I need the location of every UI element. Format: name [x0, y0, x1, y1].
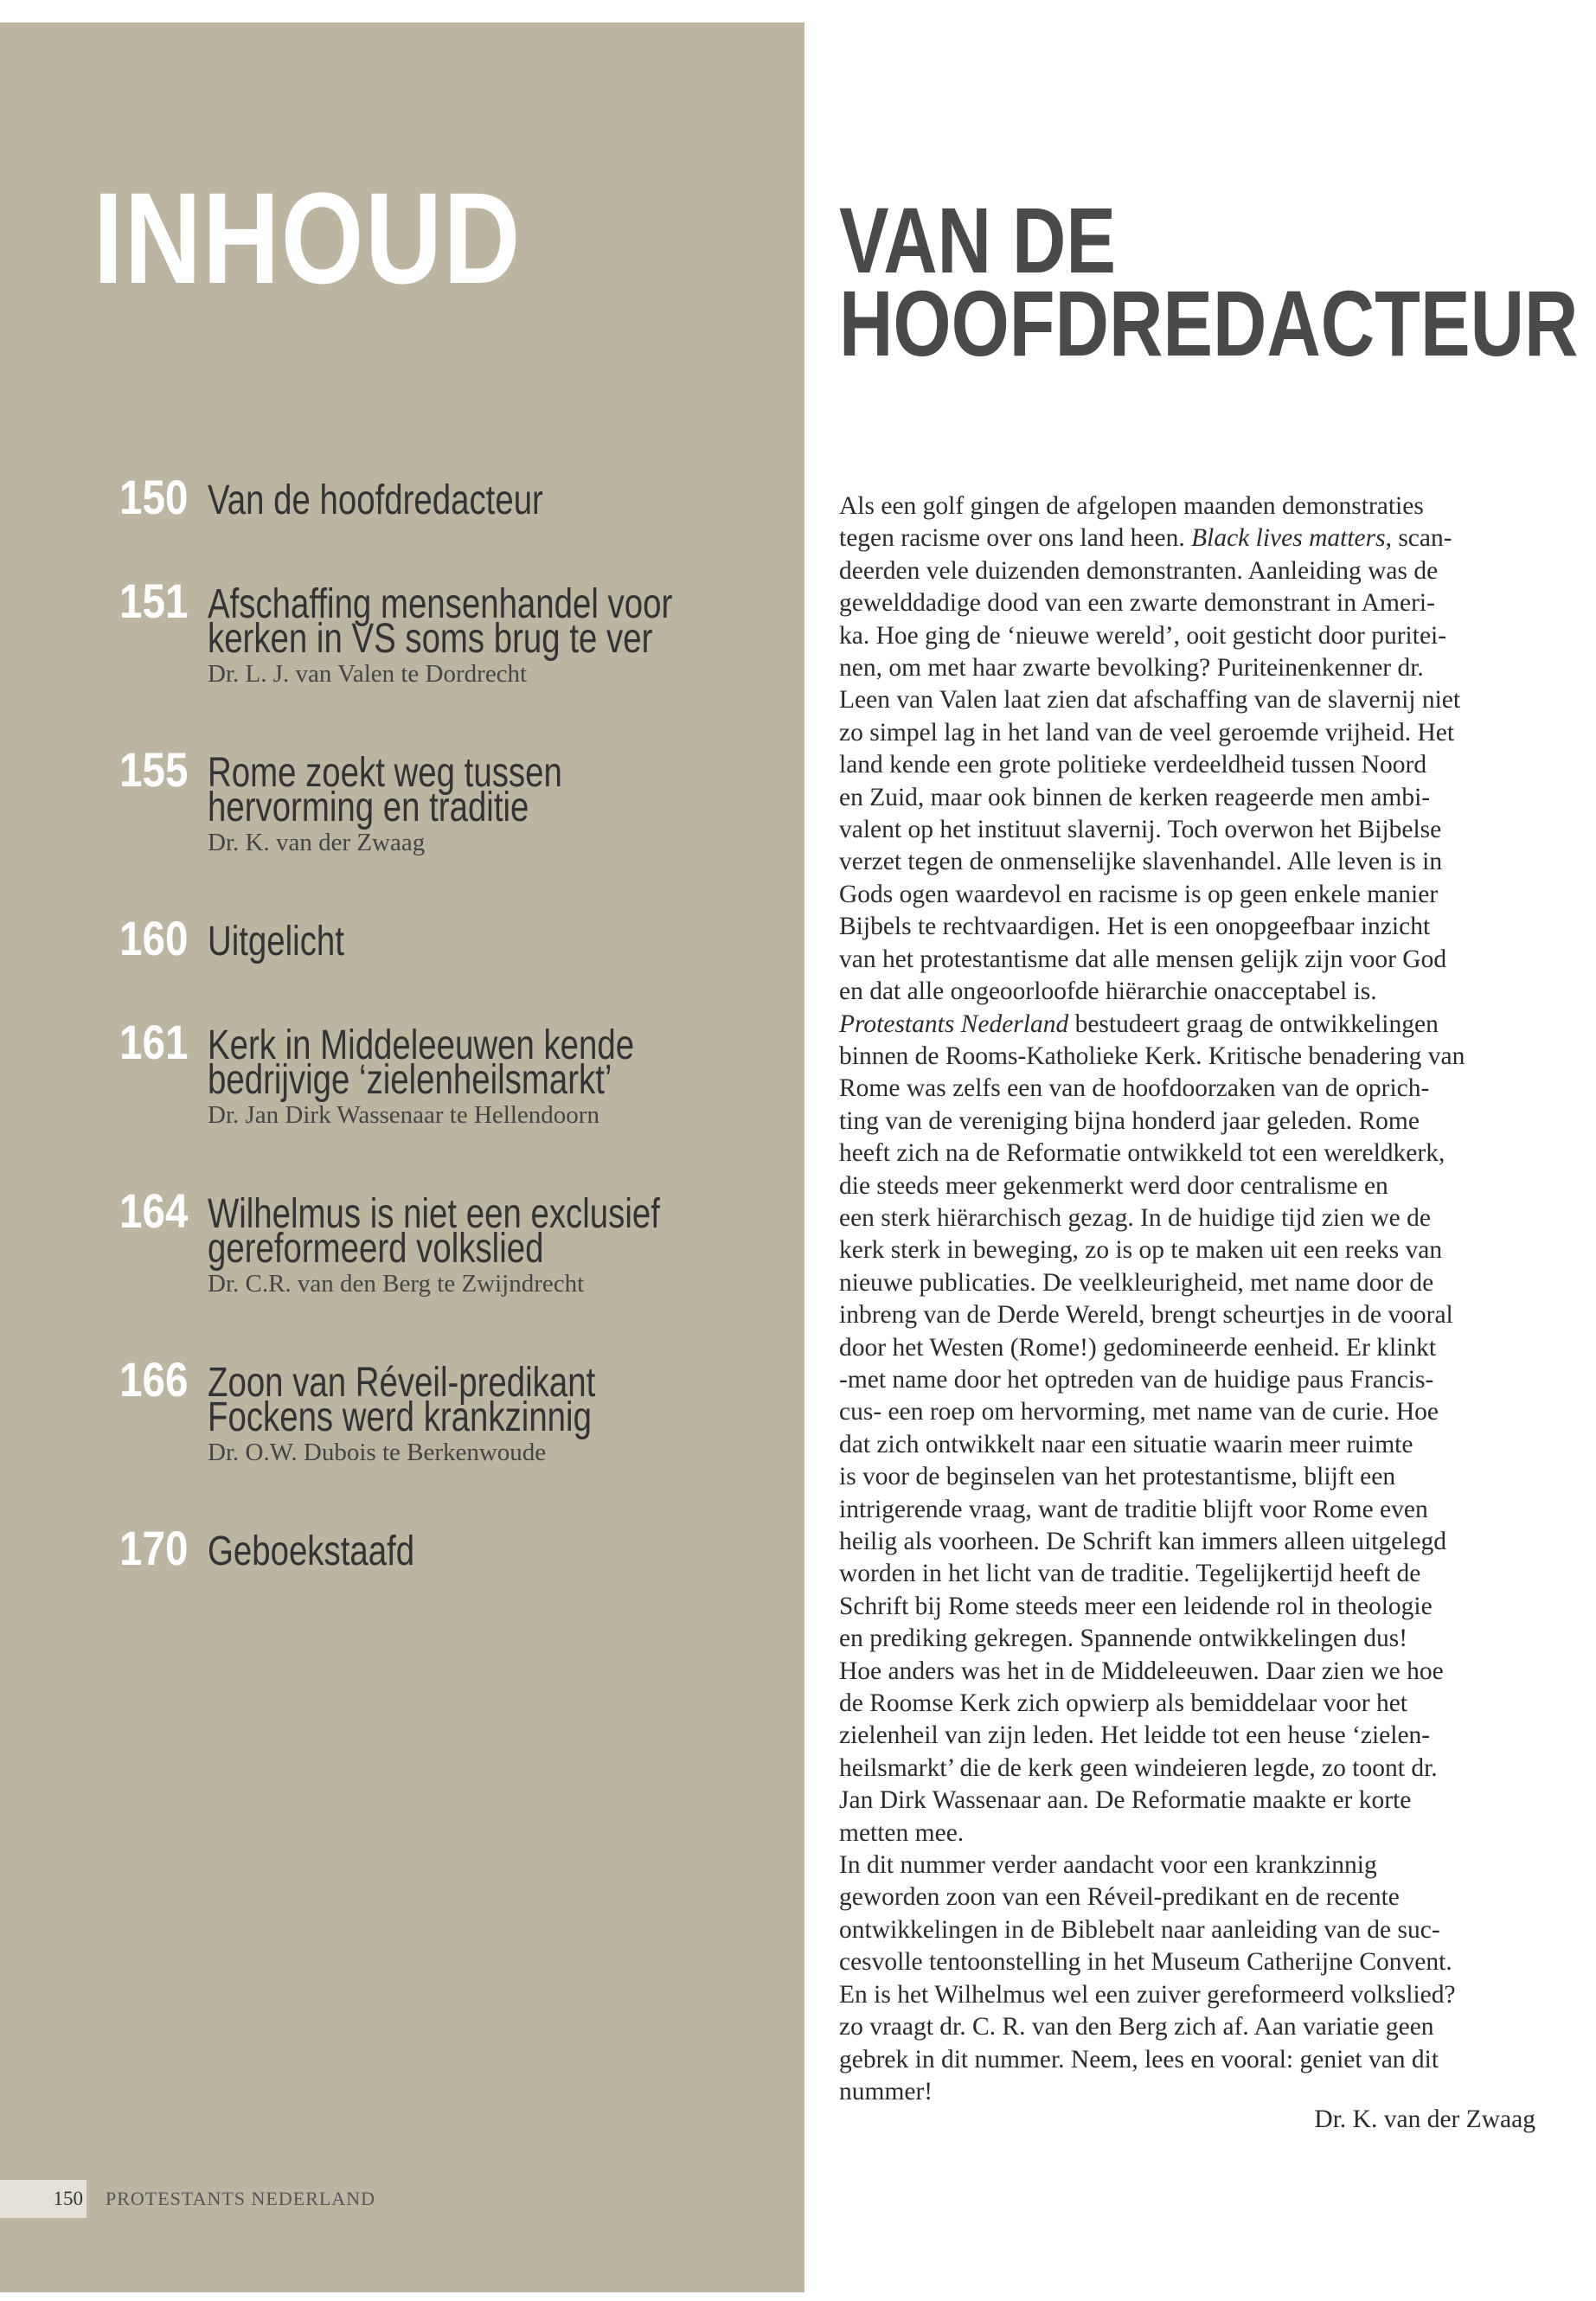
editorial-line: door het Westen (Rome!) gedomineerde eenheid. Er klinkt [839, 1333, 1437, 1362]
toc-title-line: Uitgelicht [208, 919, 344, 965]
toc-title-line: bedrijvige ‘zielenheilsmarkt’ [208, 1057, 612, 1103]
editorial-line: worden in het licht van de traditie. Tegelijkertijd heeft de [839, 1560, 1421, 1588]
editorial-line: nieuwe publicaties. De veelkleurigheid, met name door de [839, 1268, 1434, 1297]
editorial-line: ontwikkelingen in de Biblebelt naar aanleiding van de suc- [839, 1915, 1440, 1944]
editorial-line: zo simpel lag in het land van de veel geroemde vrijheid. Het [839, 718, 1455, 747]
italic-magazine-name: Protestants Nederland [839, 1009, 1069, 1038]
editorial-line: die steeds meer gekenmerkt werd door centralisme en [839, 1171, 1388, 1200]
toc-page-number: 166 [119, 1352, 189, 1407]
toc-author: Dr. O.W. Dubois te Berkenwoude [208, 1439, 547, 1466]
toc-title-line: Afschaffing mensenhandel voor [208, 581, 673, 627]
editorial-line: valent op het instituut slavernij. Toch overwon het Bijbelse [839, 816, 1442, 844]
editorial-line: ting van de vereniging bijna honderd jaar geleden. Rome [839, 1106, 1420, 1135]
toc-title-line: Van de hoofdredacteur [208, 478, 543, 523]
editorial-line: cesvolle tentoonstelling in het Museum Catherijne Convent. [839, 1948, 1452, 1977]
editorial-line: Rome was zelfs een van de hoofdoorzaken van de oprich- [839, 1074, 1430, 1103]
editorial-line: is voor de beginselen van het protestantisme, blijft een [839, 1463, 1396, 1491]
toc-title-line: Geboekstaafd [208, 1529, 415, 1574]
editorial-line: Jan Dirk Wassenaar aan. De Reformatie maakte er korte [839, 1786, 1412, 1815]
editorial-title [839, 188, 1579, 375]
editorial-line: cus- een roep om hervorming, met name van de curie. Hoe [839, 1398, 1439, 1426]
editorial-line: Hoe anders was het in de Middeleeuwen. Daar zien we hoe [839, 1657, 1444, 1685]
editorial-line: En is het Wilhelmus wel een zuiver gereformeerd volkslied? [839, 1980, 1456, 2009]
contents-panel [0, 22, 804, 2292]
editorial-line: inbreng van de Derde Wereld, brengt scheurtjes in de vooral [839, 1301, 1453, 1330]
editorial-line-text: tegen racisme over ons land heen. [839, 524, 1192, 553]
editorial-line: binnen de Rooms-Katholieke Kerk. Kritische benadering van [839, 1042, 1465, 1070]
editorial-line: een sterk hiërarchisch gezag. In de huidige tijd zien we de [839, 1203, 1431, 1232]
toc-article-title [208, 1022, 635, 1103]
contents-title: INHOUD [93, 165, 522, 311]
editorial-line: en Zuid, maar ook binnen de kerken reageerde men ambi- [839, 783, 1431, 811]
toc-article-title [208, 478, 543, 523]
editorial-line: heilig als voorheen. De Schrift kan immers alleen uitgelegd [839, 1528, 1447, 1555]
toc-article-title [208, 581, 673, 662]
editorial-line: In dit nummer verder aandacht voor een krankzinnig [839, 1851, 1377, 1880]
editorial-line: ka. Hoe ging de ‘nieuwe wereld’, ooit gesticht door puritei- [839, 621, 1447, 650]
toc-title-line: Zoon van Réveil-predikant [208, 1360, 596, 1406]
editorial-line [839, 1009, 1548, 1041]
editorial-line: deerden vele duizenden demonstranten. Aanleiding was de [839, 556, 1439, 585]
editorial-line: geworden zoon van een Réveil-predikant en de recente [839, 1883, 1400, 1912]
editorial-line: Gods ogen waardevol en racisme is op geen enkele manier [839, 880, 1439, 908]
toc-page-number: 151 [119, 574, 189, 628]
toc-page-number: 170 [119, 1521, 189, 1575]
editorial-line: land kende een grote politieke verdeeldheid tussen Noord [839, 751, 1427, 779]
italic-phrase: Black lives matters [1191, 524, 1386, 553]
editorial-line [839, 522, 1548, 554]
editorial-line: Schrift bij Rome steeds meer een leidende rol in theologie [839, 1592, 1433, 1620]
page-number: 150 [0, 2180, 87, 2218]
toc-article-title [208, 750, 562, 830]
toc-article-title [208, 1191, 660, 1272]
toc-article-title [208, 1529, 415, 1574]
editorial-line: heeft zich na de Reformatie ontwikkeld tot een wereldkerk, [839, 1139, 1445, 1168]
toc-title-line: Rome zoekt weg tussen [208, 750, 562, 796]
editorial-line: de Roomse Kerk zich opwierp als bemiddelaar voor het [839, 1689, 1407, 1718]
editorial-line: zielenheil van zijn leden. Het leidde tot een heuse ‘zielen- [839, 1721, 1431, 1750]
editorial-line: zo vraagt dr. C. R. van den Berg zich af. Aan variatie geen [839, 2013, 1434, 2041]
toc-title-line: hervorming en traditie [208, 785, 529, 830]
page-footer [0, 2180, 375, 2218]
editorial-line: kerk sterk in beweging, zo is op te maken uit een reeks van [839, 1236, 1443, 1265]
editorial-line: Leen van Valen laat zien dat afschaffing van de slavernij niet [839, 686, 1461, 715]
editorial-line: dat zich ontwikkelt naar een situatie waarin meer ruimte [839, 1430, 1413, 1458]
toc-page-number: 150 [119, 470, 189, 524]
editorial-title-line: HOOFDREDACTEUR [839, 271, 1579, 375]
toc-page-number: 160 [119, 911, 189, 965]
editorial-line: gewelddadige dood van een zwarte demonstrant in Ameri- [839, 589, 1435, 618]
editorial-line: van het protestantisme dat alle mensen gelijk zijn voor God [839, 945, 1447, 973]
toc-article-title [208, 1360, 596, 1440]
editorial-line: metten mee. [839, 1818, 965, 1847]
toc-author: Dr. K. van der Zwaag [208, 829, 426, 856]
toc-title-line: Wilhelmus is niet een exclusief [208, 1191, 660, 1237]
editorial-line-text: bestudeert graag de ontwikkelingen [1068, 1009, 1439, 1038]
toc-title-line: Kerk in Middeleeuwen kende [208, 1022, 635, 1068]
toc-author: Dr. Jan Dirk Wassenaar te Hellendoorn [208, 1101, 599, 1129]
editorial-line: -met name door het optreden van de huidige paus Francis- [839, 1365, 1434, 1394]
editorial-line: Bijbels te rechtvaardigen. Het is een onopgeefbaar inzicht [839, 913, 1431, 941]
editorial-line: gebrek in dit nummer. Neem, lees en vooral: geniet van dit [839, 2045, 1439, 2073]
toc-title-line: Fockens werd krankzinnig [208, 1394, 592, 1440]
editorial-line: verzet tegen de onmenselijke slavenhandel. Alle leven is in [839, 848, 1443, 876]
editorial-line: nummer! [839, 2077, 933, 2106]
editorial-line: Als een golf gingen de afgelopen maanden demonstraties [839, 492, 1424, 520]
editorial-line: heilsmarkt’ die de kerk geen windeieren legde, zo toont dr. [839, 1753, 1438, 1782]
toc-page-number: 155 [119, 742, 189, 797]
magazine-name: PROTESTANTS NEDERLAND [106, 2188, 375, 2209]
toc-article-title [208, 919, 344, 965]
editorial-line: nen, om met haar zwarte bevolking? Puriteinenkenner dr. [839, 654, 1424, 683]
toc-author: Dr. L. J. van Valen te Dordrecht [208, 660, 528, 688]
editorial-line-text: , scan- [1385, 524, 1452, 553]
toc-page-number: 164 [119, 1183, 189, 1238]
editorial-line: intrigerende vraag, want de traditie blijft voor Rome even [839, 1495, 1428, 1523]
toc-title-line: gereformeerd volkslied [208, 1226, 544, 1272]
editorial-line: en dat alle ongeoorloofde hiërarchie onacceptabel is. [839, 977, 1377, 1006]
editorial-body [839, 490, 1548, 2108]
editorial-title-line: VAN DE [839, 188, 1117, 292]
editorial-line: en prediking gekregen. Spannende ontwikkelingen dus! [839, 1625, 1408, 1653]
toc-page-number: 161 [119, 1015, 189, 1069]
toc-author: Dr. C.R. van den Berg te Zwijndrecht [208, 1270, 585, 1298]
editorial-signature: Dr. K. van der Zwaag [1314, 2106, 1535, 2133]
toc-title-line: kerken in VS soms brug te ver [208, 616, 653, 662]
